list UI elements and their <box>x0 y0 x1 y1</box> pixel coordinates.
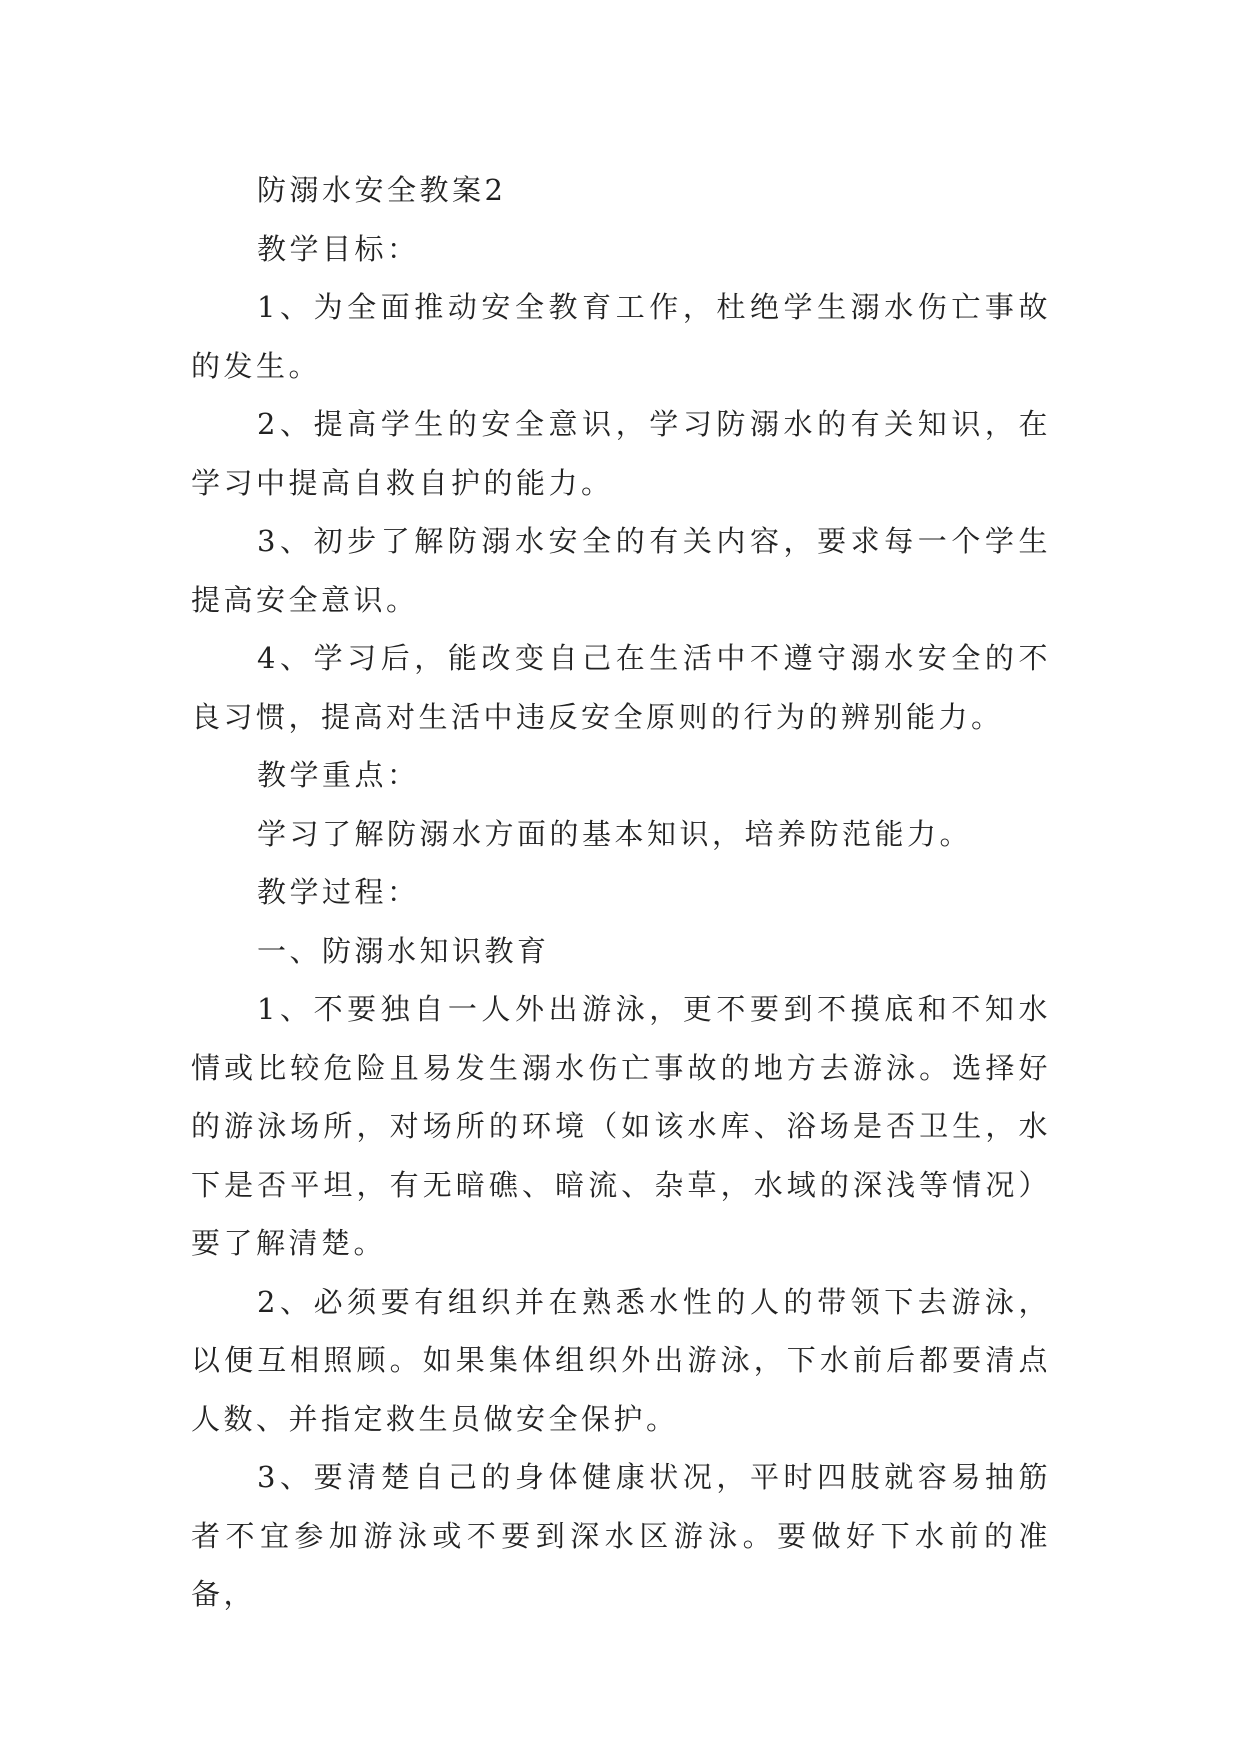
knowledge-item-2: 2、必须要有组织并在熟悉水性的人的带领下去游泳，以便互相照顾。如果集体组织外出游泳，下水前后都要清点人数、并指定救生员做安全保护。 <box>191 1284 1051 1436</box>
section-heading-key-points: 教学重点： <box>257 758 420 792</box>
objective-item-2: 2、提高学生的安全意识，学习防溺水的有关知识，在学习中提高自救自护的能力。 <box>191 407 1051 500</box>
knowledge-item-3: 3、要清楚自己的身体健康状况，平时四肢就容易抽筋者不宜参加游泳或不要到深水区游泳。要做好下水前的准备， <box>191 1460 1051 1611</box>
objective-item-4: 4、学习后，能改变自己在生活中不遵守溺水安全的不良习惯，提高对生活中违反安全原则的行为的辨别能力。 <box>191 641 1051 734</box>
section-heading-process: 教学过程： <box>257 875 420 909</box>
subsection-heading-knowledge: 一、防溺水知识教育 <box>257 933 550 968</box>
document-body <box>191 161 1051 1624</box>
objective-item-1: 1、为全面推动安全教育工作，杜绝学生溺水伤亡事故的发生。 <box>191 290 1051 383</box>
document-title: 防溺水安全教案2 <box>257 173 507 207</box>
section-heading-objectives: 教学目标： <box>257 231 420 266</box>
objective-item-3: 3、初步了解防溺水安全的有关内容，要求每一个学生提高安全意识。 <box>191 524 1051 617</box>
knowledge-item-1: 1、不要独自一人外出游泳，更不要到不摸底和不知水情或比较危险且易发生溺水伤亡事故的地方去游泳。选择好的游泳场所，对场所的环境（如该水库、浴场是否卫生，水下是否平坦，有无暗礁、暗流、杂草，水域的深浅等情况）要了解清楚。 <box>191 992 1051 1260</box>
key-points-text: 学习了解防溺水方面的基本知识，培养防范能力。 <box>257 816 973 851</box>
